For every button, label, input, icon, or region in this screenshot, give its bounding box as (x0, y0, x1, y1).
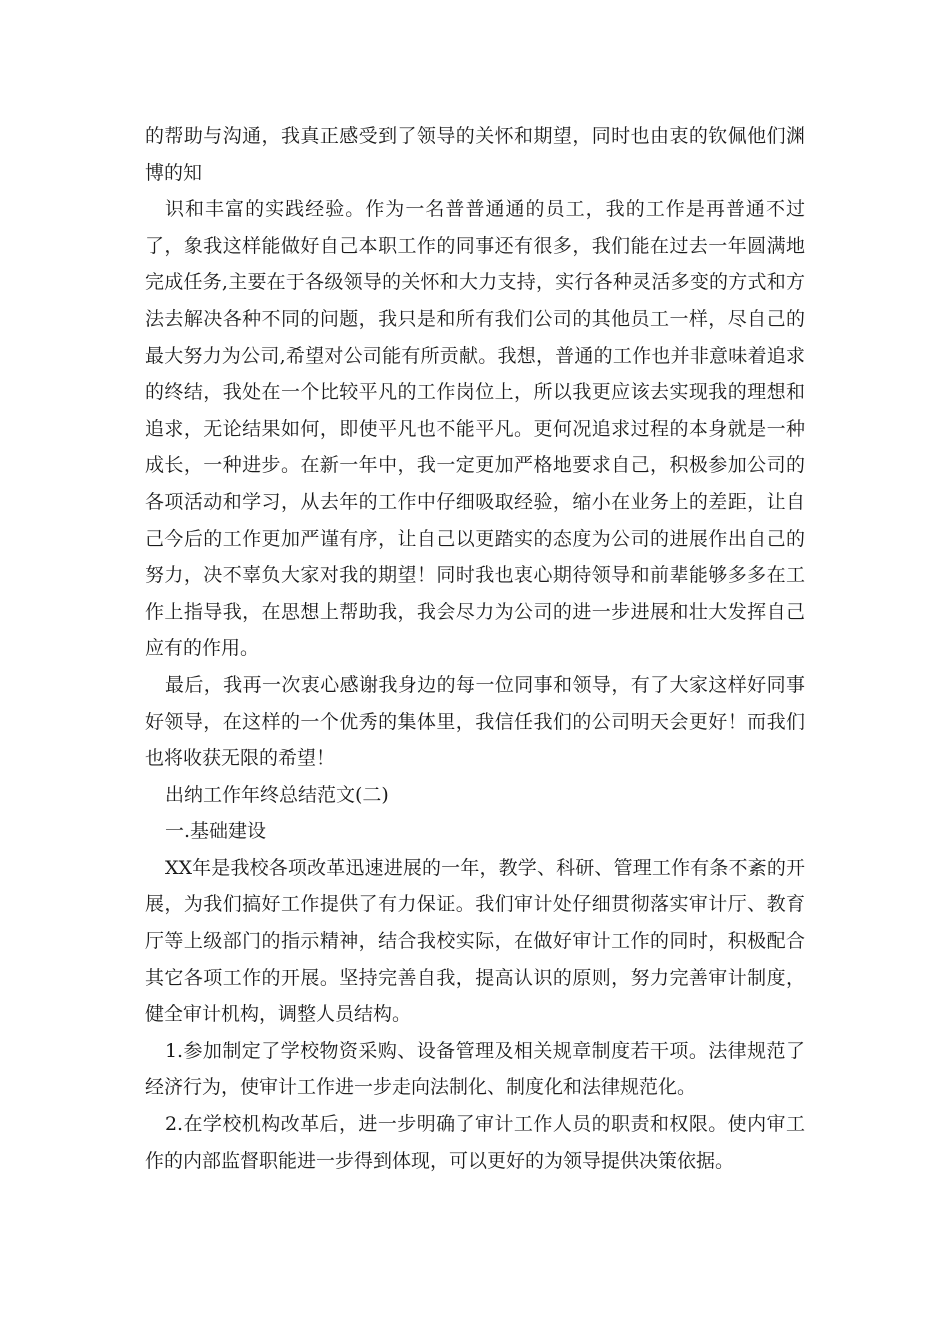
list-item-1: 1.参加制定了学校物资采购、设备管理及相关规章制度若干项。法律规范了经济行为，使审计工作进一步走向法制化、制度化和法律规范化。 (145, 1039, 805, 1099)
paragraph-experience: 识和丰富的实践经验。作为一名普普通通的员工，我的工作是再普通不过了，象我这样能做好自己本职工作的同事还有很多，我们能在过去一年圆满地完成任务,主要在于各级领导的关怀和大力支持，实行各种灵活多变的方式和方法去解决各种不同的问题，我只是和所有我们公司的其他员工一样，尽自己的最大努力为公司,希望对公司能有所贡献。我想，普通的工作也并非意味着追求的终结，我处在一个比较平凡的工作岗位上，所以我更应该去实现我的理想和追求，无论结果如何，即使平凡也不能平凡。更何况追求过程的本身就是一种成长，一种进步。在新一年中，我一定更加严格地要求自己，积极参加公司的各项活动和学习，从去年的工作中仔细吸取经验，缩小在业务上的差距，让自己今后的工作更加严谨有序，让自己以更踏实的态度为公司的进展作出自己的努力，决不辜负大家对我的期望！同时我也衷心期待领导和前辈能够多多在工作上指导我，在思想上帮助我，我会尽力为公司的进一步进展和壮大发挥自己应有的作用。 (145, 198, 805, 660)
list-item-2: 2.在学校机构改革后，进一步明确了审计工作人员的职责和权限。使内审工作的内部监督职能进一步得到体现，可以更好的为领导提供决策依据。 (145, 1113, 805, 1172)
subsection-title: 一.基础建设 (164, 820, 266, 843)
paragraph-intro: XX年是我校各项改革迅速进展的一年，教学、科研、管理工作有条不紊的开展，为我们搞好工作提供了有力保证。我们审计处仔细贯彻落实审计厅、教育厅等上级部门的指示精神，结合我校实际，在做好审计工作的同时，积极配合其它各项工作的开展。坚持完善自我，提高认识的原则，努力完善审计制度，健全审计机构，调整人员结构。 (145, 856, 805, 1026)
paragraph-closing-thanks: 最后，我再一次衷心感谢我身边的每一位同事和领导，有了大家这样好同事好领导，在这样的一个优秀的集体里，我信任我们的公司明天会更好！而我们也将收获无限的希望！ (145, 673, 805, 770)
document-body (145, 118, 805, 1179)
paragraph-continued: 的帮助与沟通，我真正感受到了领导的关怀和期望，同时也由衷的钦佩他们渊博的知 (145, 125, 805, 184)
section-title: 出纳工作年终总结范文(二) (164, 783, 389, 806)
